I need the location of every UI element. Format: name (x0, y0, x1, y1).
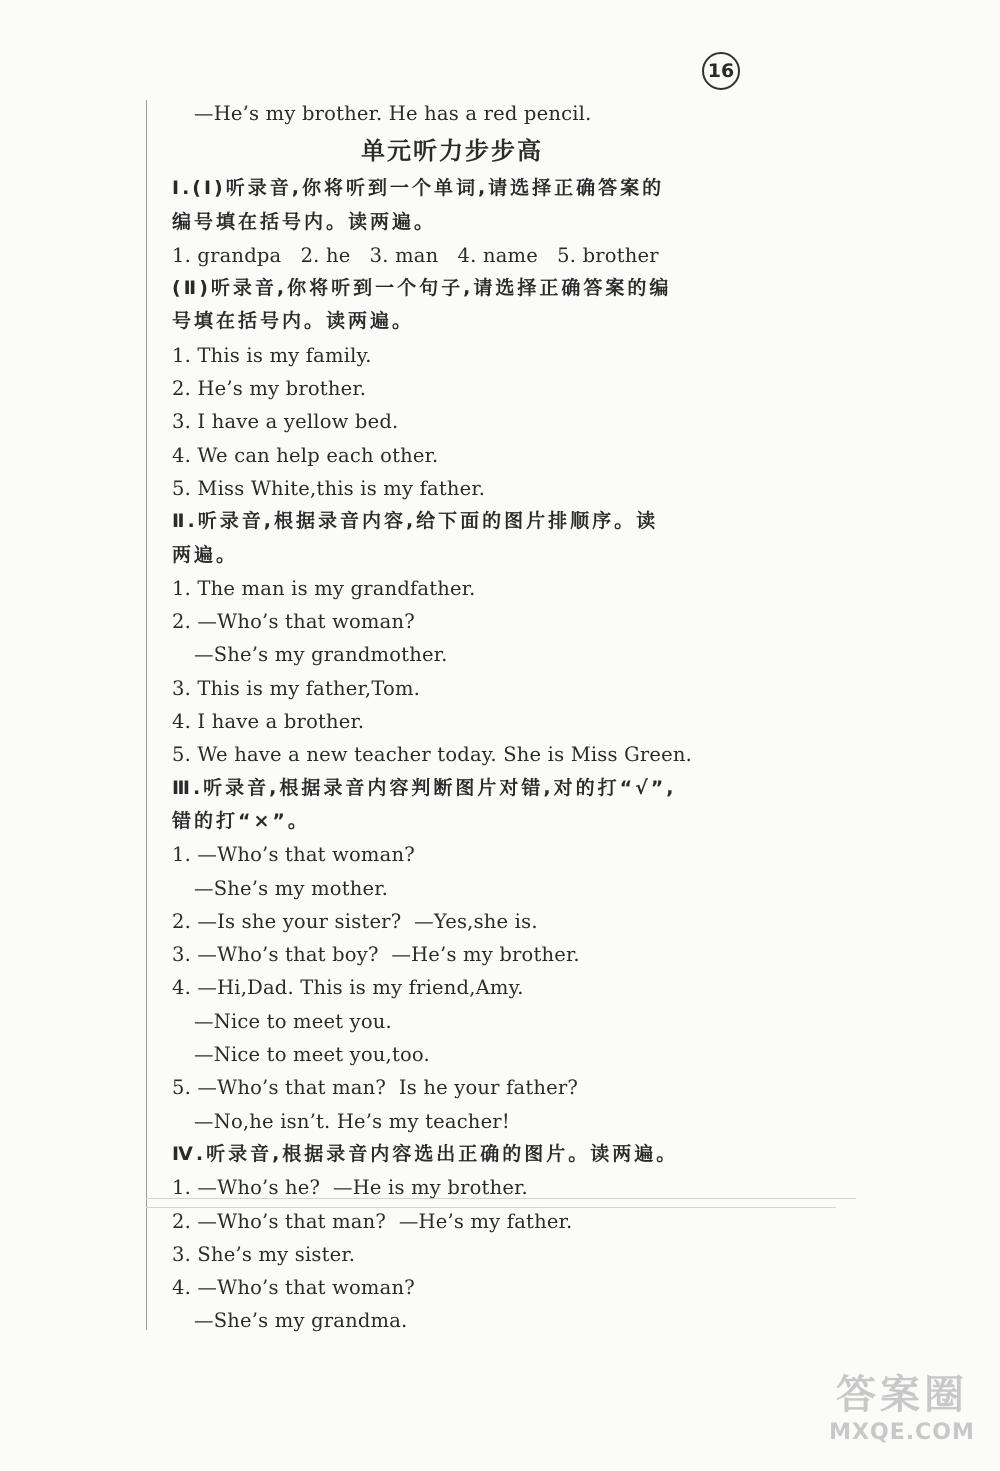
question-instruction: 两遍。 (172, 543, 239, 566)
transcript-line: 1. The man is my grandfather. (172, 576, 476, 600)
transcript-line: —Nice to meet you,too. (194, 1043, 430, 1067)
transcript-line: 3. I have a yellow bed. (172, 410, 399, 434)
transcript-line: —She’s my grandmother. (194, 643, 448, 667)
transcript-line: 5. We have a new teacher today. She is Miss Green. (172, 743, 693, 767)
transcript-line: 4. —Hi,Dad. This is my friend,Amy. (172, 976, 524, 1000)
page-content (172, 97, 772, 1338)
transcript-line: 2. —Who’s that man? —He’s my father. (172, 1209, 573, 1233)
transcript-line: —She’s my mother. (194, 876, 389, 900)
question-instruction: 号填在括号内。读两遍。 (172, 310, 415, 333)
transcript-line: 1. grandpa 2. he 3. man 4. name 5. brother (172, 243, 659, 267)
transcript-line: 4. I have a brother. (172, 710, 365, 734)
question-instruction: Ⅰ.(Ⅰ)听录音,你将听到一个单词,请选择正确答案的 (172, 177, 665, 200)
transcript-line: 2. —Is she your sister? —Yes,she is. (172, 909, 538, 933)
transcript-line: —No,he isn’t. He’s my teacher! (194, 1109, 510, 1133)
section-title: 单元听力步步高 (361, 137, 543, 166)
margin-line (146, 100, 147, 1330)
transcript-line: 5. —Who’s that man? Is he your father? (172, 1076, 579, 1100)
question-instruction: (Ⅱ)听录音,你将听到一个句子,请选择正确答案的编 (172, 277, 672, 300)
question-instruction: Ⅱ.听录音,根据录音内容,给下面的图片排顺序。读 (172, 510, 659, 533)
transcript-line: 1. —Who’s that woman? (172, 843, 415, 867)
transcript-line: 4. We can help each other. (172, 443, 439, 467)
transcript-line: 1. —Who’s he? —He is my brother. (172, 1176, 528, 1200)
page-number: 16 (702, 52, 740, 90)
watermark-logo: 答案圈 (836, 1372, 968, 1418)
question-instruction: 错的打“×”。 (172, 809, 310, 832)
transcript-line: 5. Miss White,this is my father. (172, 476, 486, 500)
transcript-line: 4. —Who’s that woman? (172, 1276, 415, 1300)
transcript-line: —He’s my brother. He has a red pencil. (194, 102, 592, 125)
transcript-line: 1. This is my family. (172, 343, 372, 367)
transcript-line: —She’s my grandma. (194, 1309, 408, 1333)
question-instruction: 编号填在括号内。读两遍。 (172, 210, 437, 233)
transcript-line: 3. This is my father,Tom. (172, 676, 421, 700)
transcript-line: 2. —Who’s that woman? (172, 610, 415, 634)
transcript-line: 2. He’s my brother. (172, 377, 367, 401)
question-instruction: Ⅳ.听录音,根据录音内容选出正确的图片。读两遍。 (172, 1142, 679, 1165)
question-instruction: Ⅲ.听录音,根据录音内容判断图片对错,对的打“√”, (172, 776, 677, 799)
transcript-line: —Nice to meet you. (194, 1009, 392, 1033)
watermark-url: MXQE.COM (829, 1420, 975, 1445)
transcript-line: 3. —Who’s that boy? —He’s my brother. (172, 943, 580, 967)
watermark (812, 1370, 992, 1445)
transcript-line: 3. She’s my sister. (172, 1242, 356, 1266)
